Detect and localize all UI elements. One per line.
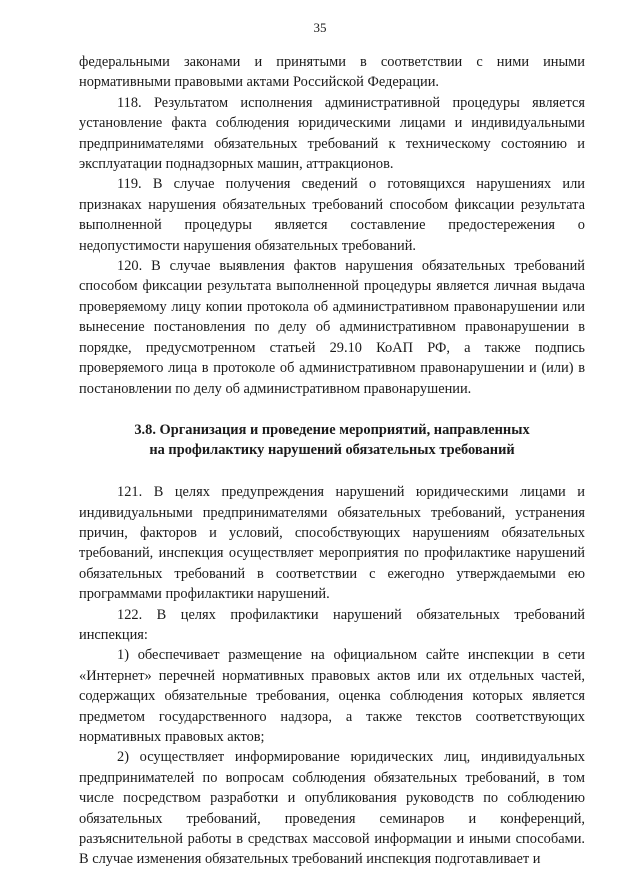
section-heading xyxy=(79,421,585,460)
paragraphs-before-heading xyxy=(79,52,585,399)
paragraph: 121. В целях предупреждения нарушений юридическими лицами и индивидуальными предпринимателями обязательных требований, устранения причин, факторов и условий, способствующих нарушениям обязательных требований, инспекция осуществляет мероприятия по профилактике нарушений обязательных требований в соответствии с ежегодно утверждаемыми ею программами профилактики нарушений. xyxy=(79,484,585,603)
paragraph: 2) осуществляет информирование юридических лиц, индивидуальных предпринимателей по вопросам соблюдения обязательных требований, в том числе посредством разработки и опубликования руководств по соблюдению обязательных требований, проведения семинаров и конференций, разъяснительной работы в средствах массовой информации и иными способами. В случае изменения обязательных требований инспекция подготавливает и xyxy=(79,749,585,868)
page-number: 35 xyxy=(313,20,327,35)
paragraph: 1) обеспечивает размещение на официальном сайте инспекции в сети «Интернет» перечней нормативных правовых актов или их отдельных частей, содержащих обязательные требования, оценка соблюдения которых является предметом государственного надзора, а также текстов соответствующих нормативных правовых актов; xyxy=(79,647,585,745)
paragraph: 118. Результатом исполнения административной процедуры является установление факта соблюдения юридическими лицами и индивидуальными предпринимателями обязательных требований к техническому состоянию и эксплуатации поднадзорных машин, аттракционов. xyxy=(79,94,585,173)
document-body xyxy=(79,52,585,870)
paragraph: 119. В случае получения сведений о готовящихся нарушениях или признаках нарушения обязательных требований способом фиксации результата выполненной процедуры является составление предостережения о недопустимости нарушения обязательных требований. xyxy=(79,176,585,254)
paragraph: федеральными законами и принятыми в соответствии с ними иными нормативными правовыми актами Российской Федерации. xyxy=(79,54,585,91)
paragraph: 122. В целях профилактики нарушений обязательных требований инспекция: xyxy=(79,606,585,643)
section-heading-line-1: 3.8. Организация и проведение мероприятий, направленных xyxy=(134,421,530,438)
section-heading-line-2: на профилактику нарушений обязательных требований xyxy=(149,441,515,458)
paragraph: 120. В случае выявления фактов нарушения обязательных требований способом фиксации результата выполненной процедуры является личная выдача проверяемому лицу копии протокола об административном правонарушении или вынесение постановления по делу об административном правонарушении в порядке, предусмотренном статьей 29.10 КоАП РФ, а также подпись проверяемого лица в протоколе об административном правонарушении и (или) в постановлении по делу об административном правонарушении. xyxy=(79,258,585,397)
paragraphs-after-heading xyxy=(79,482,585,870)
